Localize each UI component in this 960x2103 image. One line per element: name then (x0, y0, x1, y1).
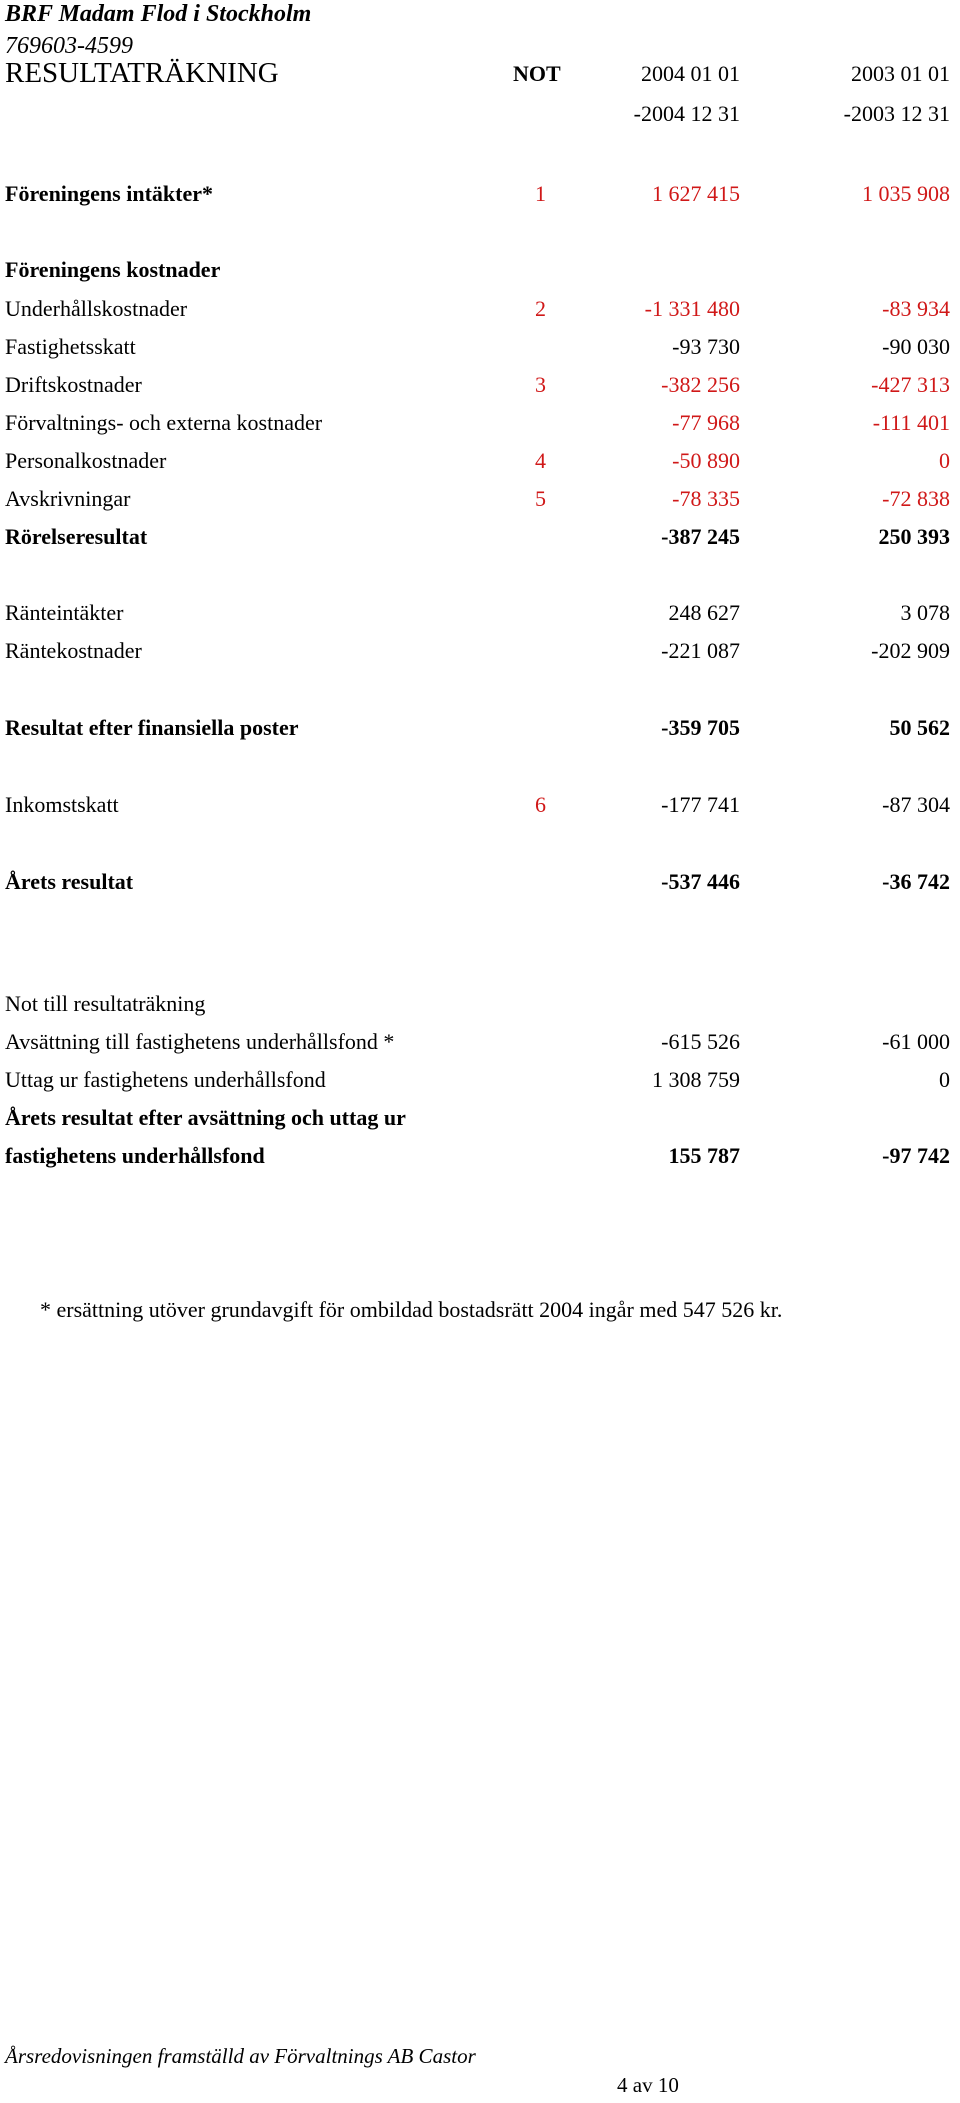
value-2003: -90 030 (882, 334, 950, 359)
row-label: Avsättning till fastighetens underhållsfond * (5, 1029, 395, 1054)
period1-end: -2004 12 31 (633, 101, 740, 126)
row-intakter (5, 175, 950, 213)
value-2004: -615 526 (661, 1029, 740, 1054)
row-rorelseresultat (5, 518, 950, 556)
value-2004: -382 256 (661, 372, 740, 397)
period1-start: 2004 01 01 (641, 61, 740, 86)
page-number: 4 av 10 (617, 2073, 679, 2097)
row-label: Förvaltnings- och externa kostnader (5, 410, 323, 435)
row-avskrivningar (5, 480, 950, 518)
row-label: Avskrivningar (5, 486, 131, 511)
row-label: Inkomstskatt (5, 792, 119, 817)
period2-start: 2003 01 01 (851, 61, 950, 86)
note-ref: 6 (535, 792, 546, 817)
row-label: fastighetens underhållsfond (5, 1143, 265, 1168)
row-avsattning (5, 1023, 950, 1061)
row-inkomstskatt (5, 786, 950, 824)
footer-text: Årsredovisningen framställd av Förvaltnings AB Castor (5, 2044, 476, 2068)
value-2004: -1 331 480 (644, 296, 740, 321)
value-2004: -387 245 (661, 524, 740, 549)
row-drift (5, 366, 950, 404)
footnote: * ersättning utöver grundavgift för ombildad bostadsrätt 2004 ingår med 547 526 kr. (40, 1297, 783, 1322)
note-ref: 1 (535, 181, 546, 206)
value-2004: -93 730 (672, 334, 740, 359)
value-2003: -87 304 (882, 792, 950, 817)
value-2003: 3 078 (900, 600, 950, 625)
row-personal (5, 442, 950, 480)
value-2003: -72 838 (882, 486, 950, 511)
row-label: Fastighetsskatt (5, 334, 136, 359)
row-label: Rörelseresultat (5, 524, 148, 549)
note-ref: 2 (535, 296, 546, 321)
value-2004: 155 787 (668, 1143, 740, 1168)
value-2003: -83 934 (882, 296, 950, 321)
note-ref: 4 (535, 448, 546, 473)
row-ranteintakter (5, 594, 950, 632)
value-2003: -36 742 (882, 869, 950, 894)
value-2004: 1 308 759 (652, 1067, 740, 1092)
row-resultat-fin (5, 709, 950, 747)
value-2004: -50 890 (672, 448, 740, 473)
value-2003: -97 742 (882, 1143, 950, 1168)
row-label: Ränteintäkter (5, 600, 124, 625)
value-2004: -78 335 (672, 486, 740, 511)
value-2004: -537 446 (661, 869, 740, 894)
org-number: 769603-4599 (5, 33, 133, 59)
row-label: Driftskostnader (5, 372, 142, 397)
note-ref: 5 (535, 486, 546, 511)
section-heading: Not till resultaträkning (5, 991, 206, 1016)
row-label: Personalkostnader (5, 448, 167, 473)
value-2003: -61 000 (882, 1029, 950, 1054)
row-rantekostnader (5, 632, 950, 670)
value-2004: 248 627 (668, 600, 740, 625)
value-2003: 0 (939, 1067, 950, 1092)
value-2004: 1 627 415 (652, 181, 740, 206)
row-arets-efter-line2 (5, 1137, 950, 1175)
note-ref: 3 (535, 372, 546, 397)
row-label: Årets resultat (5, 869, 134, 894)
row-label: Räntekostnader (5, 638, 142, 663)
period2-end: -2003 12 31 (843, 101, 950, 126)
value-2003: 0 (939, 448, 950, 473)
row-uttag (5, 1061, 950, 1099)
org-name: BRF Madam Flod i Stockholm (5, 1, 312, 27)
row-label: Underhållskostnader (5, 296, 188, 321)
row-forvaltning (5, 404, 950, 442)
row-kostnader-heading (5, 251, 950, 289)
row-label: Resultat efter finansiella poster (5, 715, 299, 740)
value-2004: -177 741 (661, 792, 740, 817)
value-2003: 1 035 908 (862, 181, 950, 206)
row-fastighetsskatt (5, 328, 950, 366)
row-not-heading (5, 985, 950, 1023)
value-2003: -427 313 (871, 372, 950, 397)
page-title: RESULTATRÄKNING (5, 57, 279, 89)
row-label: Föreningens intäkter* (5, 181, 213, 206)
value-2003: 250 393 (878, 524, 950, 549)
value-2004: -221 087 (661, 638, 740, 663)
row-label: Årets resultat efter avsättning och uttag ur (5, 1105, 406, 1130)
value-2004: -77 968 (672, 410, 740, 435)
value-2003: -202 909 (871, 638, 950, 663)
value-2004: -359 705 (661, 715, 740, 740)
row-arets-efter-line1 (5, 1099, 950, 1137)
row-arets-resultat (5, 863, 950, 901)
value-2003: 50 562 (889, 715, 950, 740)
row-underhall (5, 290, 950, 328)
value-2003: -111 401 (872, 410, 950, 435)
not-column-header: NOT (513, 61, 561, 86)
row-label: Uttag ur fastighetens underhållsfond (5, 1067, 326, 1092)
section-heading: Föreningens kostnader (5, 257, 221, 282)
